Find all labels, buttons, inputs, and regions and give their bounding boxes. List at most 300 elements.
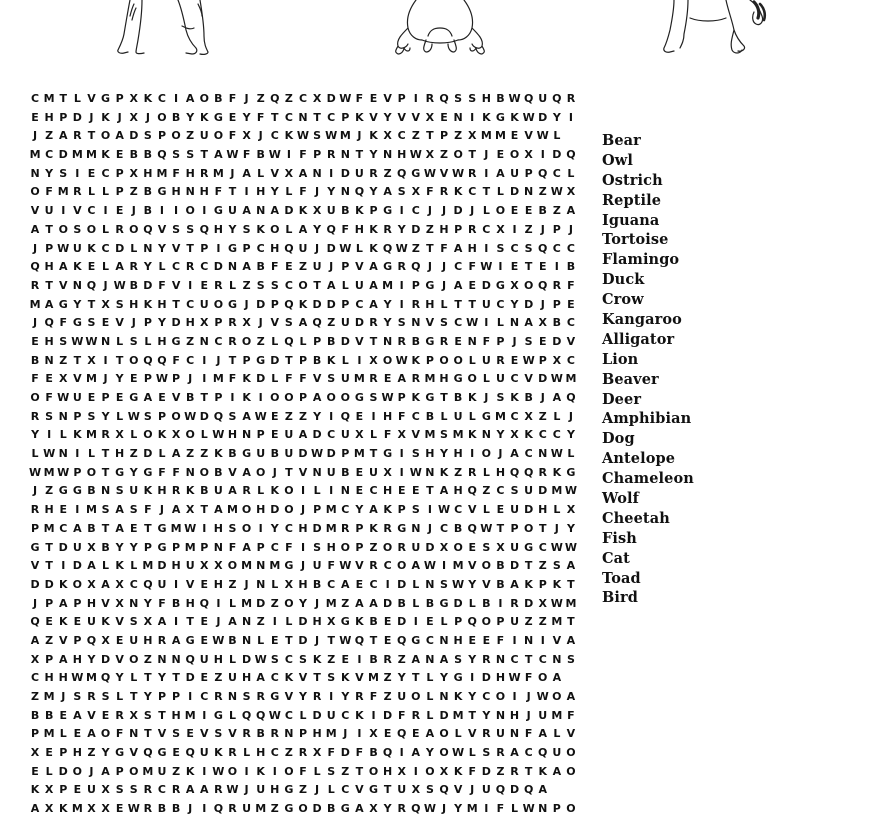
- grid-letter[interactable]: O: [100, 727, 111, 741]
- grid-letter[interactable]: O: [171, 129, 181, 143]
- grid-letter[interactable]: S: [440, 428, 448, 442]
- grid-letter[interactable]: P: [157, 690, 166, 703]
- grid-letter[interactable]: D: [538, 110, 548, 124]
- grid-letter[interactable]: V: [411, 428, 421, 442]
- grid-letter[interactable]: X: [200, 559, 209, 573]
- grid-letter[interactable]: K: [552, 577, 562, 591]
- grid-letter[interactable]: L: [468, 409, 476, 423]
- grid-letter[interactable]: P: [73, 409, 82, 423]
- grid-letter[interactable]: P: [439, 129, 449, 143]
- grid-letter[interactable]: U: [354, 166, 364, 180]
- grid-letter[interactable]: K: [185, 764, 195, 778]
- grid-letter[interactable]: Z: [299, 783, 307, 797]
- grid-letter[interactable]: H: [256, 185, 266, 199]
- grid-letter[interactable]: J: [526, 690, 531, 703]
- grid-letter[interactable]: Y: [129, 540, 138, 554]
- grid-letter[interactable]: S: [101, 690, 110, 703]
- grid-letter[interactable]: M: [353, 372, 365, 386]
- grid-letter[interactable]: O: [284, 391, 294, 404]
- grid-letter[interactable]: Q: [439, 92, 449, 105]
- grid-letter[interactable]: V: [115, 652, 124, 666]
- grid-letter[interactable]: B: [538, 204, 547, 218]
- grid-letter[interactable]: A: [369, 297, 378, 311]
- grid-letter[interactable]: O: [72, 577, 83, 591]
- grid-letter[interactable]: L: [271, 577, 279, 591]
- grid-letter[interactable]: R: [326, 148, 336, 162]
- grid-letter[interactable]: G: [115, 465, 125, 479]
- grid-letter[interactable]: P: [115, 764, 124, 778]
- grid-letter[interactable]: R: [510, 764, 519, 778]
- grid-letter[interactable]: F: [228, 92, 237, 105]
- grid-letter[interactable]: H: [312, 727, 322, 741]
- grid-letter[interactable]: P: [341, 110, 350, 124]
- grid-letter[interactable]: G: [411, 166, 421, 180]
- grid-letter[interactable]: G: [157, 521, 167, 535]
- grid-letter[interactable]: P: [496, 615, 505, 629]
- grid-letter[interactable]: L: [271, 334, 279, 348]
- grid-letter[interactable]: S: [496, 241, 505, 255]
- grid-letter[interactable]: O: [382, 540, 393, 554]
- grid-letter[interactable]: L: [116, 690, 124, 703]
- grid-letter[interactable]: L: [130, 241, 138, 255]
- grid-letter[interactable]: B: [44, 708, 54, 722]
- grid-letter[interactable]: A: [355, 596, 364, 610]
- grid-letter[interactable]: C: [510, 241, 519, 255]
- grid-letter[interactable]: J: [526, 708, 531, 722]
- grid-letter[interactable]: T: [524, 652, 533, 666]
- grid-letter[interactable]: H: [115, 447, 125, 461]
- grid-letter[interactable]: J: [188, 372, 193, 386]
- grid-letter[interactable]: O: [566, 746, 576, 760]
- grid-letter[interactable]: O: [481, 559, 491, 573]
- grid-letter[interactable]: M: [227, 503, 238, 517]
- grid-letter[interactable]: K: [355, 615, 364, 629]
- grid-letter[interactable]: N: [552, 652, 562, 666]
- grid-letter[interactable]: C: [31, 671, 40, 685]
- grid-letter[interactable]: Q: [44, 316, 54, 330]
- grid-letter[interactable]: U: [129, 484, 139, 498]
- grid-letter[interactable]: L: [228, 596, 236, 610]
- grid-letter[interactable]: N: [100, 334, 111, 348]
- grid-letter[interactable]: F: [271, 260, 279, 274]
- grid-letter[interactable]: I: [554, 260, 559, 274]
- grid-letter[interactable]: E: [496, 148, 505, 162]
- grid-letter[interactable]: Z: [270, 802, 279, 816]
- grid-letter[interactable]: L: [45, 764, 53, 778]
- grid-letter[interactable]: K: [369, 129, 378, 143]
- grid-letter[interactable]: W: [57, 241, 70, 255]
- grid-letter[interactable]: D: [256, 372, 266, 386]
- grid-letter[interactable]: C: [439, 521, 449, 535]
- grid-letter[interactable]: Y: [355, 503, 364, 517]
- grid-letter[interactable]: F: [59, 316, 67, 330]
- grid-letter[interactable]: E: [383, 615, 392, 629]
- grid-letter[interactable]: F: [31, 372, 39, 386]
- grid-letter[interactable]: H: [509, 708, 520, 722]
- grid-letter[interactable]: Y: [115, 671, 124, 685]
- grid-letter[interactable]: B: [214, 465, 223, 479]
- grid-letter[interactable]: U: [495, 372, 505, 386]
- grid-letter[interactable]: J: [258, 316, 263, 330]
- grid-letter[interactable]: R: [397, 540, 406, 554]
- grid-letter[interactable]: E: [186, 727, 194, 741]
- grid-letter[interactable]: J: [470, 783, 475, 797]
- grid-letter[interactable]: A: [298, 222, 308, 236]
- grid-letter[interactable]: H: [453, 447, 463, 461]
- grid-letter[interactable]: E: [73, 783, 82, 797]
- grid-letter[interactable]: P: [172, 540, 181, 554]
- grid-letter[interactable]: P: [425, 353, 434, 367]
- grid-letter[interactable]: E: [45, 615, 53, 629]
- grid-letter[interactable]: Z: [538, 185, 547, 199]
- grid-letter[interactable]: X: [538, 316, 547, 330]
- grid-letter[interactable]: N: [185, 185, 195, 199]
- grid-letter[interactable]: Z: [59, 353, 68, 367]
- grid-letter[interactable]: B: [256, 148, 265, 162]
- grid-letter[interactable]: N: [241, 428, 252, 442]
- grid-letter[interactable]: I: [427, 503, 432, 517]
- grid-letter[interactable]: U: [340, 372, 350, 386]
- grid-letter[interactable]: E: [115, 391, 124, 404]
- grid-letter[interactable]: N: [157, 652, 167, 666]
- grid-letter[interactable]: J: [117, 110, 122, 124]
- grid-letter[interactable]: J: [512, 334, 517, 348]
- grid-letter[interactable]: Q: [397, 633, 407, 647]
- grid-letter[interactable]: J: [159, 503, 165, 517]
- grid-letter[interactable]: F: [256, 110, 265, 124]
- grid-letter[interactable]: R: [87, 690, 96, 703]
- grid-letter[interactable]: T: [496, 521, 505, 535]
- grid-letter[interactable]: T: [285, 633, 293, 647]
- grid-letter[interactable]: K: [467, 428, 477, 442]
- grid-letter[interactable]: M: [43, 465, 55, 479]
- grid-letter[interactable]: T: [59, 92, 67, 105]
- grid-letter[interactable]: E: [172, 746, 180, 760]
- grid-letter[interactable]: J: [540, 297, 545, 311]
- grid-letter[interactable]: W: [395, 353, 408, 367]
- grid-letter[interactable]: N: [100, 484, 111, 498]
- grid-letter[interactable]: Q: [467, 615, 477, 629]
- grid-letter[interactable]: P: [157, 129, 166, 143]
- grid-letter[interactable]: A: [115, 503, 124, 517]
- grid-letter[interactable]: X: [326, 615, 336, 629]
- grid-letter[interactable]: X: [312, 204, 322, 218]
- grid-letter[interactable]: R: [383, 521, 392, 535]
- grid-letter[interactable]: T: [144, 727, 152, 741]
- grid-letter[interactable]: S: [87, 409, 96, 423]
- grid-letter[interactable]: S: [397, 316, 406, 330]
- grid-letter[interactable]: E: [510, 204, 519, 218]
- grid-letter[interactable]: L: [285, 222, 293, 236]
- grid-letter[interactable]: G: [58, 484, 68, 498]
- grid-letter[interactable]: P: [59, 746, 68, 760]
- grid-letter[interactable]: O: [270, 391, 280, 404]
- grid-letter[interactable]: Z: [45, 484, 54, 498]
- grid-letter[interactable]: A: [425, 727, 435, 741]
- grid-letter[interactable]: X: [284, 577, 294, 591]
- grid-letter[interactable]: S: [327, 372, 336, 386]
- grid-letter[interactable]: H: [425, 297, 435, 311]
- grid-letter[interactable]: R: [214, 783, 223, 797]
- grid-letter[interactable]: K: [101, 615, 110, 629]
- grid-letter[interactable]: Q: [143, 746, 153, 760]
- grid-letter[interactable]: D: [284, 204, 294, 218]
- grid-letter[interactable]: G: [397, 521, 407, 535]
- grid-letter[interactable]: B: [552, 316, 562, 330]
- grid-letter[interactable]: C: [496, 484, 505, 498]
- grid-letter[interactable]: K: [538, 764, 547, 778]
- grid-letter[interactable]: P: [45, 596, 54, 610]
- grid-letter[interactable]: R: [383, 652, 392, 666]
- grid-letter[interactable]: L: [102, 222, 110, 236]
- grid-letter[interactable]: W: [28, 465, 42, 479]
- grid-letter[interactable]: S: [454, 652, 463, 666]
- grid-letter[interactable]: C: [270, 746, 279, 760]
- grid-letter[interactable]: X: [552, 353, 562, 367]
- grid-letter[interactable]: L: [59, 428, 67, 442]
- grid-letter[interactable]: D: [256, 297, 266, 311]
- grid-letter[interactable]: S: [73, 690, 82, 703]
- grid-letter[interactable]: F: [285, 540, 293, 554]
- grid-letter[interactable]: A: [242, 260, 251, 274]
- grid-letter[interactable]: G: [284, 802, 294, 816]
- grid-letter[interactable]: I: [540, 148, 545, 162]
- grid-letter[interactable]: J: [441, 278, 447, 292]
- grid-letter[interactable]: H: [256, 503, 266, 517]
- grid-letter[interactable]: H: [298, 521, 308, 535]
- grid-letter[interactable]: E: [412, 484, 420, 498]
- grid-letter[interactable]: M: [368, 671, 379, 685]
- grid-letter[interactable]: C: [284, 110, 293, 124]
- grid-letter[interactable]: T: [45, 222, 53, 236]
- grid-letter[interactable]: Y: [327, 185, 336, 199]
- grid-letter[interactable]: X: [59, 372, 68, 386]
- grid-letter[interactable]: T: [144, 671, 152, 685]
- grid-letter[interactable]: V: [30, 204, 40, 218]
- grid-letter[interactable]: Y: [510, 297, 519, 311]
- grid-letter[interactable]: G: [284, 783, 294, 797]
- grid-letter[interactable]: C: [200, 690, 209, 703]
- grid-letter[interactable]: V: [30, 559, 40, 573]
- grid-letter[interactable]: O: [185, 428, 195, 442]
- grid-letter[interactable]: C: [172, 260, 181, 274]
- grid-letter[interactable]: P: [172, 372, 181, 386]
- grid-letter[interactable]: C: [510, 409, 519, 423]
- grid-letter[interactable]: A: [242, 465, 251, 479]
- grid-letter[interactable]: B: [171, 110, 181, 124]
- grid-letter[interactable]: W: [184, 409, 197, 423]
- grid-letter[interactable]: T: [285, 465, 293, 479]
- grid-letter[interactable]: J: [568, 409, 573, 423]
- grid-letter[interactable]: S: [440, 316, 448, 330]
- grid-letter[interactable]: K: [524, 428, 533, 442]
- grid-letter[interactable]: U: [129, 633, 139, 647]
- grid-letter[interactable]: C: [369, 577, 378, 591]
- grid-letter[interactable]: I: [413, 615, 418, 629]
- grid-letter[interactable]: Z: [383, 166, 392, 180]
- grid-letter[interactable]: P: [552, 297, 561, 311]
- grid-letter[interactable]: N: [383, 148, 393, 162]
- grid-letter[interactable]: Q: [199, 596, 209, 610]
- grid-letter[interactable]: Z: [341, 596, 350, 610]
- grid-letter[interactable]: Q: [566, 391, 576, 404]
- grid-letter[interactable]: N: [495, 652, 506, 666]
- grid-letter[interactable]: U: [242, 802, 252, 816]
- grid-letter[interactable]: I: [244, 764, 249, 778]
- grid-letter[interactable]: M: [212, 372, 224, 386]
- grid-letter[interactable]: Q: [143, 353, 153, 367]
- grid-letter[interactable]: C: [566, 353, 575, 367]
- grid-letter[interactable]: H: [495, 671, 506, 685]
- grid-letter[interactable]: D: [524, 503, 534, 517]
- grid-letter[interactable]: W: [57, 465, 70, 479]
- grid-letter[interactable]: T: [440, 391, 448, 404]
- grid-letter[interactable]: Y: [468, 652, 477, 666]
- grid-letter[interactable]: E: [341, 652, 350, 666]
- grid-letter[interactable]: S: [313, 129, 322, 143]
- grid-letter[interactable]: R: [200, 166, 209, 180]
- grid-letter[interactable]: L: [553, 727, 561, 741]
- grid-letter[interactable]: L: [144, 334, 152, 348]
- grid-letter[interactable]: A: [397, 372, 406, 386]
- grid-letter[interactable]: A: [411, 652, 421, 666]
- grid-letter[interactable]: J: [329, 260, 334, 274]
- grid-letter[interactable]: Y: [143, 596, 152, 610]
- grid-letter[interactable]: W: [522, 353, 535, 367]
- grid-letter[interactable]: I: [498, 596, 503, 610]
- grid-letter[interactable]: L: [440, 297, 448, 311]
- grid-letter[interactable]: R: [157, 633, 167, 647]
- grid-letter[interactable]: T: [186, 615, 194, 629]
- grid-letter[interactable]: O: [552, 690, 562, 703]
- grid-letter[interactable]: J: [427, 521, 432, 535]
- grid-letter[interactable]: D: [58, 540, 68, 554]
- grid-letter[interactable]: C: [284, 652, 293, 666]
- grid-letter[interactable]: E: [383, 633, 392, 647]
- grid-letter[interactable]: Q: [213, 409, 224, 423]
- grid-letter[interactable]: O: [523, 278, 534, 292]
- grid-letter[interactable]: I: [399, 465, 404, 479]
- grid-letter[interactable]: D: [509, 783, 520, 797]
- grid-letter[interactable]: D: [326, 447, 336, 461]
- grid-letter[interactable]: D: [411, 222, 421, 236]
- grid-letter[interactable]: T: [45, 278, 53, 292]
- grid-letter[interactable]: K: [453, 690, 463, 703]
- grid-letter[interactable]: W: [536, 129, 549, 143]
- grid-letter[interactable]: D: [44, 577, 54, 591]
- grid-letter[interactable]: P: [59, 783, 68, 797]
- grid-letter[interactable]: G: [227, 241, 237, 255]
- grid-letter[interactable]: F: [567, 708, 575, 722]
- grid-letter[interactable]: Y: [313, 222, 322, 236]
- grid-letter[interactable]: G: [171, 334, 181, 348]
- grid-letter[interactable]: V: [467, 727, 477, 741]
- grid-letter[interactable]: N: [481, 428, 491, 442]
- grid-letter[interactable]: T: [383, 783, 392, 797]
- grid-letter[interactable]: C: [510, 372, 519, 386]
- grid-letter[interactable]: N: [411, 521, 421, 535]
- grid-letter[interactable]: W: [85, 334, 98, 348]
- grid-letter[interactable]: T: [524, 764, 533, 778]
- grid-letter[interactable]: T: [101, 521, 110, 535]
- grid-letter[interactable]: Z: [172, 764, 181, 778]
- grid-letter[interactable]: M: [565, 596, 577, 610]
- grid-letter[interactable]: C: [186, 297, 195, 311]
- grid-letter[interactable]: I: [512, 690, 517, 703]
- grid-letter[interactable]: J: [300, 559, 306, 573]
- grid-letter[interactable]: B: [30, 353, 40, 367]
- grid-letter[interactable]: F: [496, 633, 505, 647]
- grid-letter[interactable]: T: [228, 185, 237, 199]
- grid-letter[interactable]: N: [312, 465, 322, 479]
- grid-letter[interactable]: H: [185, 166, 195, 180]
- grid-letter[interactable]: Q: [326, 222, 336, 236]
- grid-letter[interactable]: J: [188, 802, 193, 816]
- grid-letter[interactable]: M: [255, 802, 267, 816]
- grid-letter[interactable]: E: [468, 278, 476, 292]
- grid-letter[interactable]: J: [441, 260, 447, 274]
- grid-letter[interactable]: K: [115, 559, 124, 573]
- grid-letter[interactable]: A: [228, 484, 237, 498]
- grid-letter[interactable]: J: [33, 129, 38, 143]
- grid-letter[interactable]: U: [256, 447, 266, 461]
- grid-letter[interactable]: E: [510, 129, 519, 143]
- grid-letter[interactable]: E: [115, 633, 124, 647]
- grid-letter[interactable]: M: [85, 372, 97, 386]
- grid-letter[interactable]: J: [244, 92, 249, 105]
- grid-letter[interactable]: N: [495, 708, 506, 722]
- grid-letter[interactable]: W: [325, 129, 338, 143]
- grid-letter[interactable]: Q: [411, 802, 421, 816]
- grid-letter[interactable]: Y: [228, 222, 237, 236]
- grid-letter[interactable]: M: [424, 372, 436, 386]
- grid-letter[interactable]: P: [256, 540, 265, 554]
- grid-letter[interactable]: Y: [397, 671, 406, 685]
- grid-letter[interactable]: B: [496, 577, 505, 591]
- grid-letter[interactable]: I: [512, 633, 517, 647]
- grid-letter[interactable]: N: [143, 241, 153, 255]
- grid-letter[interactable]: W: [466, 316, 479, 330]
- grid-letter[interactable]: H: [425, 447, 435, 461]
- grid-letter[interactable]: B: [397, 596, 406, 610]
- grid-letter[interactable]: B: [312, 577, 322, 591]
- grid-letter[interactable]: N: [199, 334, 209, 348]
- grid-letter[interactable]: U: [397, 690, 407, 703]
- grid-letter[interactable]: L: [130, 559, 138, 573]
- grid-letter[interactable]: E: [271, 409, 279, 423]
- grid-letter[interactable]: M: [551, 615, 563, 629]
- grid-letter[interactable]: A: [58, 652, 68, 666]
- grid-letter[interactable]: S: [129, 615, 138, 629]
- grid-letter[interactable]: K: [369, 521, 378, 535]
- grid-letter[interactable]: I: [61, 559, 66, 573]
- grid-letter[interactable]: S: [129, 503, 138, 517]
- grid-letter[interactable]: F: [327, 559, 335, 573]
- grid-letter[interactable]: W: [452, 746, 465, 760]
- grid-letter[interactable]: M: [142, 764, 154, 778]
- grid-letter[interactable]: P: [242, 353, 251, 367]
- grid-letter[interactable]: V: [355, 559, 364, 573]
- grid-letter[interactable]: S: [482, 746, 491, 760]
- grid-letter[interactable]: L: [327, 783, 335, 797]
- grid-letter[interactable]: S: [524, 334, 533, 348]
- grid-letter[interactable]: D: [115, 241, 125, 255]
- grid-letter[interactable]: I: [202, 802, 207, 816]
- grid-letter[interactable]: S: [284, 316, 293, 330]
- grid-letter[interactable]: T: [538, 521, 547, 535]
- grid-letter[interactable]: U: [284, 447, 294, 461]
- grid-letter[interactable]: I: [399, 297, 404, 311]
